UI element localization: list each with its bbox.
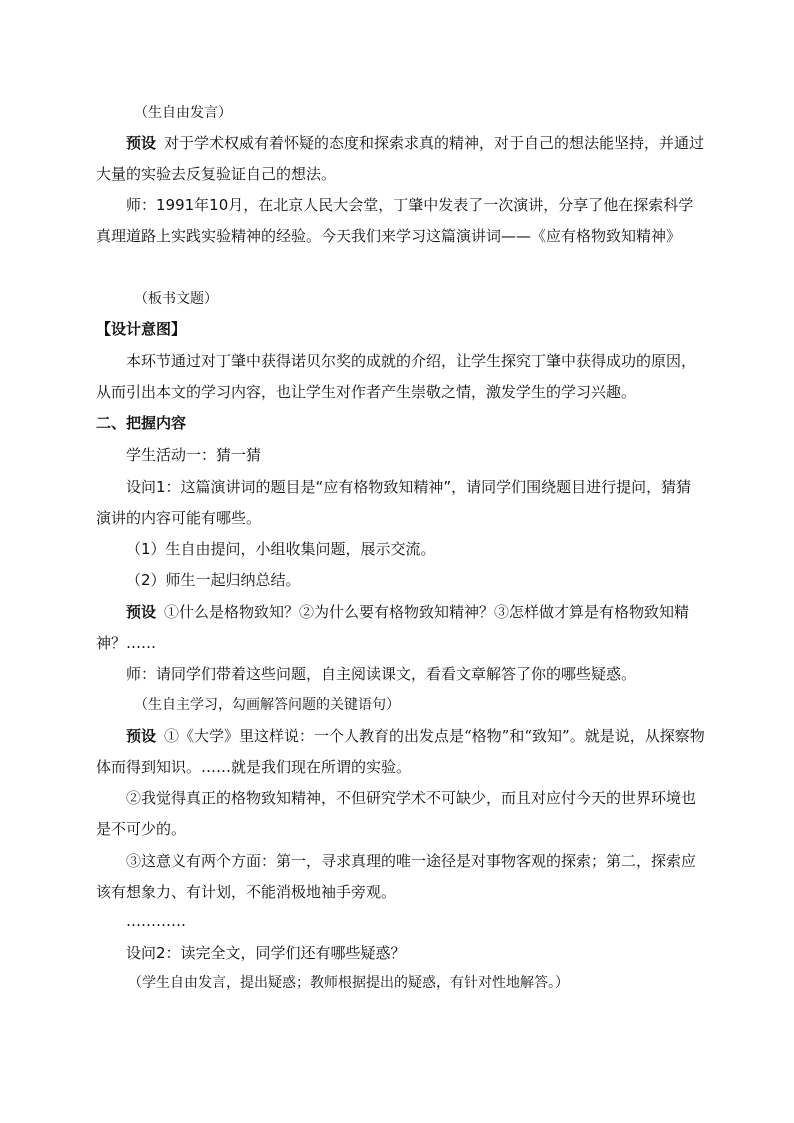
preset-answer-1 xyxy=(96,128,706,190)
answer-point-3: ③这意义有两个方面：第一，寻求真理的唯一途径是对事物客观的探索；第二，探索应该有想象力、有计划，不能消极地袖手旁观。 xyxy=(96,852,697,901)
teacher-instruction: 师：请同学们带着这些问题，自主阅读课文，看看文章解答了你的哪些疑惑。 xyxy=(126,665,637,683)
answer-point-2: ②我觉得真正的格物致知精神，不但研究学术不可缺少，而且对应付今天的世界环境也是不可少的。 xyxy=(96,789,697,838)
preset-answer-3 xyxy=(96,721,706,783)
board-title-note: （板书文题） xyxy=(134,291,218,307)
design-intent-paragraph: 本环节通过对丁肇中获得诺贝尔奖的成就的介绍，让学生探究丁肇中获得成功的原因，从而引出本文的学习内容，也让学生对作者产生崇敬之情，激发学生的学习兴趣。 xyxy=(96,352,697,401)
preset-answer-text: ①什么是格物致知？②为什么要有格物致知精神？③怎样做才算是有格物致知精神？…… xyxy=(96,603,690,652)
preset-label: 预设 xyxy=(126,134,157,152)
preset-answer-text: 对于学术权威有着怀疑的态度和探索求真的精神，对于自己的想法能坚持，并通过大量的实验去反复验证自己的想法。 xyxy=(96,134,705,183)
student-activity-1: 学生活动一：猜一猜 xyxy=(126,446,262,464)
question-2: 设问2：读完全文，同学们还有哪些疑惑？ xyxy=(126,944,406,962)
self-study-note: （生自主学习，勾画解答问题的关键语句） xyxy=(134,697,400,713)
question-1-paragraph: 设问1：这篇演讲词的题目是“应有格物致知精神”，请同学们围绕题目进行提问，猜猜演讲的内容可能有哪些。 xyxy=(96,478,692,527)
preset-answer-2 xyxy=(96,597,706,659)
design-intent-heading: 【设计意图】 xyxy=(96,320,187,338)
preset-answer-text: ①《大学》里这样说：一个人教育的出发点是“格物”和“致知”。就是说，从探察物体而得到知识。……就是我们现在所谓的实验。 xyxy=(96,727,705,776)
step-1: （1）生自由提问，小组收集问题，展示交流。 xyxy=(126,540,436,558)
step-2: （2）师生一起归纳总结。 xyxy=(126,571,301,589)
student-questions-note: （学生自由发言，提出疑惑；教师根据提出的疑惑，有针对性地解答。） xyxy=(128,975,569,991)
preset-label: 预设 xyxy=(126,727,157,745)
student-free-speech-note: （生自由发言） xyxy=(134,105,232,121)
ellipsis-line: ………… xyxy=(126,912,186,930)
preset-label: 预设 xyxy=(126,603,157,621)
section-heading-grasp-content: 二、把握内容 xyxy=(96,414,187,432)
teacher-intro-paragraph: 师：1991年10月，在北京人民大会堂，丁肇中发表了一次演讲，分享了他在探索科学真理道路上实践实验精神的经验。今天我们来学习这篇演讲词——《应有格物致知精神》 xyxy=(96,196,694,245)
